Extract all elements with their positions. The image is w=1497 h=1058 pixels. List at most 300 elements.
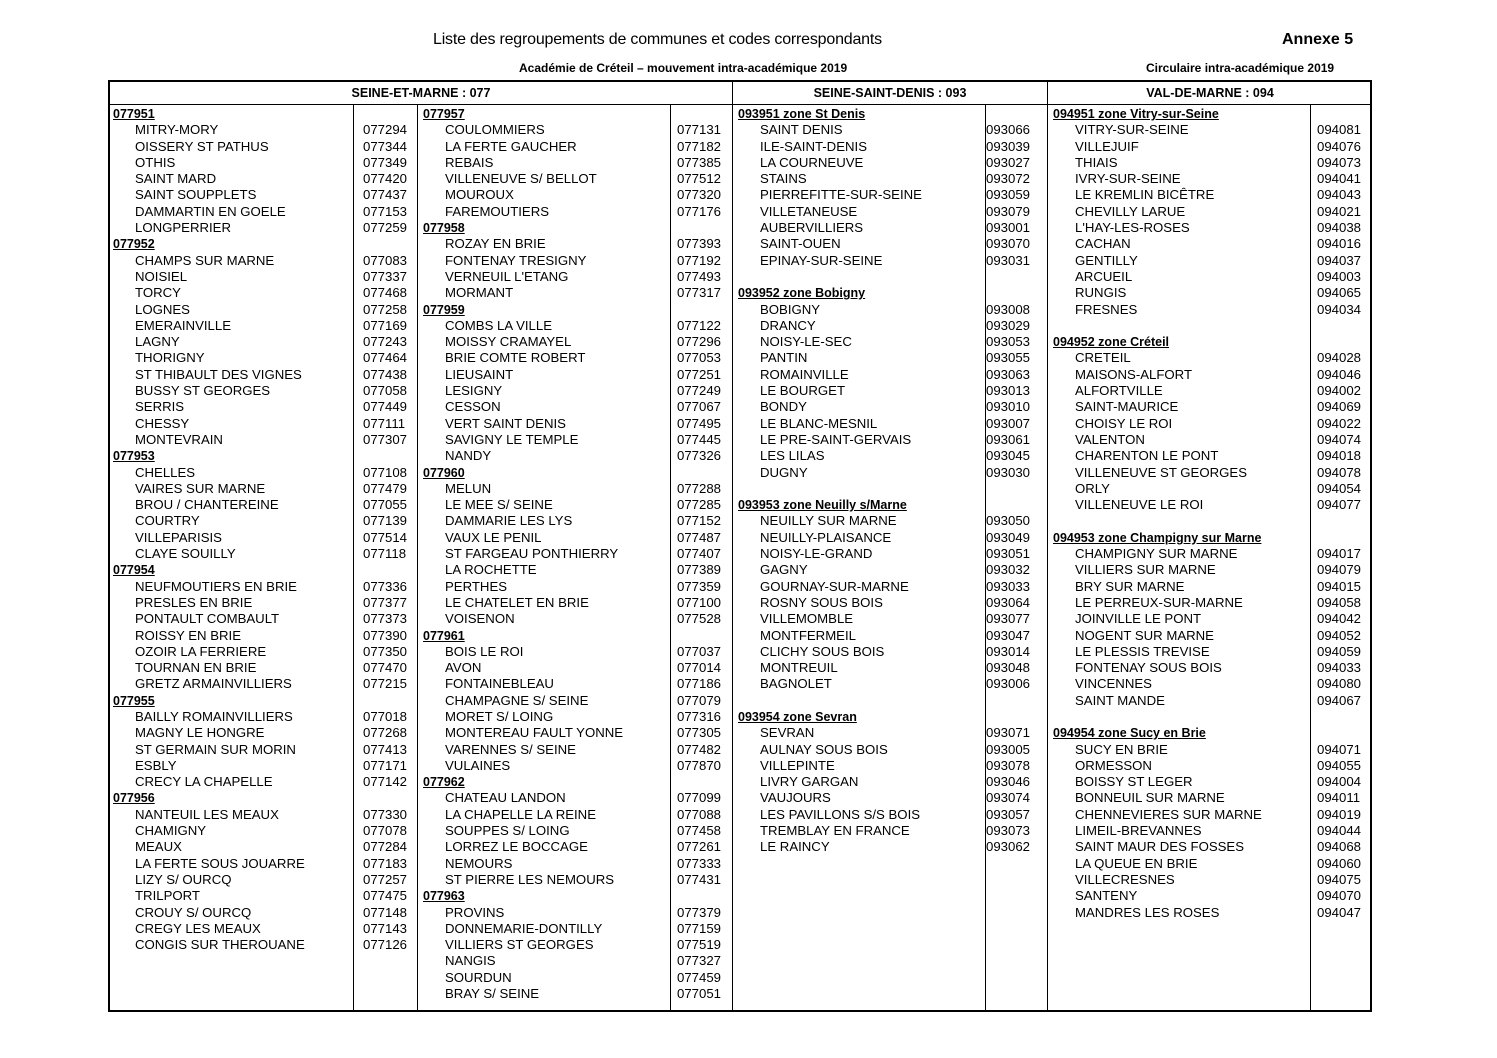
commune-row: [113, 513, 413, 529]
commune-row: [113, 725, 413, 741]
commune-name: FONTAINEBLEAU: [445, 676, 554, 692]
commune-code: 094016: [1317, 236, 1362, 252]
commune-name: ARCUEIL: [1075, 268, 1133, 284]
spacer: [1053, 513, 1371, 529]
commune-row: [738, 530, 1038, 546]
commune-row: [738, 367, 1038, 383]
commune-name: SAINT-OUEN: [760, 236, 841, 252]
commune-code: 094046: [1317, 366, 1362, 382]
commune-row: [1053, 302, 1371, 318]
commune-row: [738, 758, 1038, 774]
commune-name: GOURNAY-SUR-MARNE: [760, 578, 909, 594]
commune-row: [423, 318, 723, 334]
divider: [732, 82, 733, 1010]
commune-name: LE RAINCY: [760, 839, 830, 855]
commune-name: ESBLY: [135, 757, 177, 773]
commune-name: LESIGNY: [445, 383, 503, 399]
commune-row: [423, 562, 723, 578]
commune-row: [113, 530, 413, 546]
commune-name: SANTENY: [1075, 888, 1138, 904]
commune-code: 077330: [363, 806, 408, 822]
commune-name: OZOIR LA FERRIERE: [135, 643, 267, 659]
commune-row: [1053, 676, 1371, 692]
commune-code: 077067: [677, 399, 722, 415]
commune-name: BONNEUIL SUR MARNE: [1075, 790, 1225, 806]
commune-row: [423, 725, 723, 741]
commune-code: 094081: [1317, 122, 1362, 138]
commune-name: CHATEAU LANDON: [445, 790, 566, 806]
commune-row: [113, 334, 413, 350]
commune-code: 077285: [677, 497, 722, 513]
commune-name: THORIGNY: [135, 350, 205, 366]
commune-code: 077139: [363, 513, 408, 529]
commune-code: 093014: [986, 643, 1031, 659]
commune-code: 077870: [677, 757, 722, 773]
commune-row: [738, 660, 1038, 676]
commune-row: [113, 432, 413, 448]
commune-row: [1053, 856, 1371, 872]
commune-name: SAVIGNY LE TEMPLE: [445, 431, 579, 447]
commune-name: BROU / CHANTEREINE: [135, 497, 279, 513]
commune-code: 077349: [363, 154, 408, 170]
commune-code: 077495: [677, 415, 722, 431]
commune-code: 093046: [986, 774, 1031, 790]
commune-name: PANTIN: [760, 350, 808, 366]
commune-code: 077482: [677, 741, 722, 757]
commune-name: CHAMPIGNY SUR MARNE: [1075, 546, 1238, 562]
commune-row: [1053, 595, 1371, 611]
commune-code: 077305: [677, 725, 722, 741]
commune-code: 077458: [677, 823, 722, 839]
group-heading: 093951 zone St Denis: [738, 107, 866, 121]
commune-name: CACHAN: [1075, 236, 1131, 252]
commune-row: [423, 660, 723, 676]
commune-name: MANDRES LES ROSES: [1075, 904, 1220, 920]
commune-row: [1053, 546, 1371, 562]
commune-name: ROMAINVILLE: [760, 366, 849, 382]
commune-row: [113, 856, 413, 872]
commune-name: FONTENAY TRESIGNY: [445, 252, 587, 268]
commune-code: 094070: [1317, 888, 1362, 904]
commune-row: [1053, 285, 1371, 301]
commune-name: ST PIERRE LES NEMOURS: [445, 871, 615, 887]
commune-row: [738, 139, 1038, 155]
commune-code: 077307: [363, 431, 408, 447]
commune-name: VOISENON: [445, 611, 515, 627]
commune-name: EMERAINVILLE: [135, 317, 232, 333]
commune-name: SOUPPES S/ LOING: [445, 823, 570, 839]
commune-row: [738, 155, 1038, 171]
commune-code: 093062: [986, 839, 1031, 855]
commune-code: 077493: [677, 268, 722, 284]
commune-row: [423, 367, 723, 383]
commune-row: [1053, 611, 1371, 627]
commune-row: [423, 432, 723, 448]
commune-name: STAINS: [760, 171, 807, 187]
commune-row: [423, 497, 723, 513]
commune-code: 093066: [986, 122, 1031, 138]
commune-row: [738, 187, 1038, 203]
commune-code: 077317: [677, 285, 722, 301]
commune-row: [423, 416, 723, 432]
commune-code: 093064: [986, 594, 1031, 610]
commune-code: 093005: [986, 741, 1031, 757]
commune-name: NOISY-LE-GRAND: [760, 546, 873, 562]
commune-name: LA COURNEUVE: [760, 154, 864, 170]
commune-name: LIEUSAINT: [445, 366, 514, 382]
commune-name: THIAIS: [1075, 154, 1118, 170]
commune-code: 077148: [363, 904, 408, 920]
commune-name: CLICHY SOUS BOIS: [760, 643, 885, 659]
commune-row: [1053, 790, 1371, 806]
commune-row: [1053, 628, 1371, 644]
commune-name: COULOMMIERS: [445, 122, 545, 138]
group-heading: 077954: [113, 563, 155, 578]
commune-name: NANTEUIL LES MEAUX: [135, 806, 279, 822]
commune-name: BAILLY ROMAINVILLIERS: [135, 708, 293, 724]
commune-row: [738, 839, 1038, 855]
commune-code: 093033: [986, 578, 1031, 594]
commune-code: 077192: [677, 252, 722, 268]
commune-row: [738, 318, 1038, 334]
commune-code: 094019: [1317, 806, 1362, 822]
commune-code: 077514: [363, 529, 408, 545]
commune-code: 077176: [677, 203, 722, 219]
commune-name: COMBS LA VILLE: [445, 317, 553, 333]
commune-row: [1053, 905, 1371, 921]
commune-code: 093078: [986, 757, 1031, 773]
commune-code: 077182: [677, 138, 722, 154]
commune-name: VAUX LE PENIL: [445, 529, 542, 545]
commune-code: 077088: [677, 806, 722, 822]
commune-row: [423, 481, 723, 497]
commune-code: 077051: [677, 986, 722, 1002]
commune-name: LAGNY: [135, 334, 180, 350]
commune-name: REBAIS: [445, 154, 494, 170]
commune-code: 093030: [986, 464, 1031, 480]
commune-name: CHESSY: [135, 415, 190, 431]
commune-code: 093055: [986, 350, 1031, 366]
group-heading: 077962: [423, 775, 465, 790]
commune-row: [113, 611, 413, 627]
commune-code: 077284: [363, 839, 408, 855]
commune-code: 094022: [1317, 415, 1362, 431]
commune-name: VILLENEUVE S/ BELLOT: [445, 171, 597, 187]
commune-row: [423, 856, 723, 872]
commune-name: CRECY LA CHAPELLE: [135, 774, 273, 790]
commune-row: [113, 139, 413, 155]
commune-name: MONTEREAU FAULT YONNE: [445, 725, 624, 741]
commune-name: BOBIGNY: [760, 301, 821, 317]
commune-row: [1053, 497, 1371, 513]
commune-name: VAIRES SUR MARNE: [135, 480, 266, 496]
commune-name: BAGNOLET: [760, 676, 832, 692]
commune-row: [738, 253, 1038, 269]
commune-name: FRESNES: [1075, 301, 1138, 317]
commune-code: 077445: [677, 431, 722, 447]
commune-row: [113, 187, 413, 203]
column-077-a: [113, 106, 413, 953]
commune-code: 093061: [986, 431, 1031, 447]
commune-code: 094071: [1317, 741, 1362, 757]
commune-name: LONGPERRIER: [135, 220, 231, 236]
commune-row: [1053, 660, 1371, 676]
commune-code: 093008: [986, 301, 1031, 317]
commune-row: [738, 350, 1038, 366]
group-heading: 093952 zone Bobigny: [738, 286, 866, 301]
header-val-de-marne: VAL-DE-MARNE : 094: [1146, 86, 1274, 100]
commune-name: ST FARGEAU PONTHIERRY: [445, 546, 619, 562]
commune-code: 077326: [677, 448, 722, 464]
commune-row: [1053, 220, 1371, 236]
commune-code: 077413: [363, 741, 408, 757]
commune-name: BRY SUR MARNE: [1075, 578, 1185, 594]
commune-row: [738, 823, 1038, 839]
commune-code: 077100: [677, 594, 722, 610]
commune-row: [113, 204, 413, 220]
commune-code: 077288: [677, 480, 722, 496]
commune-row: [1053, 823, 1371, 839]
commune-row: [423, 905, 723, 921]
commune-code: 077350: [363, 643, 408, 659]
divider: [1047, 82, 1048, 1010]
commune-row: [423, 155, 723, 171]
commune-code: 077037: [677, 643, 722, 659]
commune-row: [1053, 416, 1371, 432]
commune-code: 077131: [677, 122, 722, 138]
commune-code: 093071: [986, 725, 1031, 741]
commune-code: 094077: [1317, 497, 1362, 513]
commune-code: 093027: [986, 154, 1031, 170]
subtitle-right: Circulaire intra-académique 2019: [1146, 61, 1335, 75]
commune-code: 094021: [1317, 203, 1362, 219]
commune-row: [1053, 350, 1371, 366]
commune-code: 077083: [363, 252, 408, 268]
commune-row: [738, 611, 1038, 627]
commune-row: [423, 595, 723, 611]
commune-row: [113, 758, 413, 774]
commune-code: 094054: [1317, 480, 1362, 496]
commune-code: 077373: [363, 611, 408, 627]
commune-row: [423, 758, 723, 774]
commune-row: [1053, 139, 1371, 155]
commune-row: [113, 937, 413, 953]
commune-row: [738, 302, 1038, 318]
commune-row: [738, 416, 1038, 432]
commune-row: [738, 725, 1038, 741]
commune-row: [1053, 269, 1371, 285]
commune-name: CHAMPAGNE S/ SEINE: [445, 692, 589, 708]
commune-code: 077459: [677, 969, 722, 985]
commune-name: BRAY S/ SEINE: [445, 986, 540, 1002]
group-heading: 094951 zone Vitry-sur-Seine: [1053, 107, 1219, 121]
commune-row: [423, 448, 723, 464]
commune-name: CHOISY LE ROI: [1075, 415, 1173, 431]
commune-row: [113, 318, 413, 334]
commune-code: 094075: [1317, 871, 1362, 887]
commune-row: [1053, 644, 1371, 660]
spacer: [738, 481, 1038, 497]
commune-name: SAINT DENIS: [760, 122, 843, 138]
commune-name: SAINT MARD: [135, 171, 217, 187]
commune-name: TREMBLAY EN FRANCE: [760, 823, 910, 839]
commune-row: [423, 709, 723, 725]
commune-row: [113, 416, 413, 432]
commune-row: [423, 334, 723, 350]
column-077-b: [423, 106, 723, 1002]
commune-name: RUNGIS: [1075, 285, 1127, 301]
commune-code: 077099: [677, 790, 722, 806]
commune-row: [113, 285, 413, 301]
commune-name: ST THIBAULT DES VIGNES: [135, 366, 302, 382]
commune-code: 077159: [677, 920, 722, 936]
commune-row: [113, 905, 413, 921]
commune-code: 093029: [986, 317, 1031, 333]
commune-name: LE CHATELET EN BRIE: [445, 594, 589, 610]
commune-name: MAGNY LE HONGRE: [135, 725, 265, 741]
commune-name: MITRY-MORY: [135, 122, 219, 138]
commune-row: [738, 790, 1038, 806]
commune-code: 077171: [363, 757, 408, 773]
commune-name: L'HAY-LES-ROSES: [1075, 220, 1190, 236]
commune-row: [738, 236, 1038, 252]
commune-name: NANDY: [445, 448, 492, 464]
commune-row: [113, 122, 413, 138]
commune-code: 093059: [986, 187, 1031, 203]
commune-code: 093045: [986, 448, 1031, 464]
commune-row: [423, 204, 723, 220]
commune-row: [738, 432, 1038, 448]
commune-row: [738, 383, 1038, 399]
group-heading: 093953 zone Neuilly s/Marne: [738, 498, 907, 513]
commune-row: [423, 236, 723, 252]
commune-code: 077393: [677, 236, 722, 252]
group-heading: 094952 zone Créteil: [1053, 335, 1170, 350]
commune-name: FAREMOUTIERS: [445, 203, 550, 219]
column-093: [738, 106, 1038, 856]
commune-row: [113, 742, 413, 758]
commune-row: [423, 399, 723, 415]
commune-name: VILLENEUVE ST GEORGES: [1075, 464, 1247, 480]
commune-row: [1053, 253, 1371, 269]
commune-name: LE BLANC-MESNIL: [760, 415, 878, 431]
commune-name: LA ROCHETTE: [445, 562, 537, 578]
commune-code: 077528: [677, 611, 722, 627]
commune-code: 077215: [363, 676, 408, 692]
commune-name: MONTEVRAIN: [135, 431, 223, 447]
commune-name: LE PERREUX-SUR-MARNE: [1075, 594, 1243, 610]
commune-code: 094052: [1317, 627, 1362, 643]
commune-row: [423, 122, 723, 138]
commune-name: CHAMIGNY: [135, 823, 207, 839]
commune-row: [113, 481, 413, 497]
commune-row: [113, 579, 413, 595]
commune-name: MAISONS-ALFORT: [1075, 366, 1192, 382]
commune-name: GENTILLY: [1075, 252, 1138, 268]
commune-row: [1053, 171, 1371, 187]
commune-code: 094004: [1317, 774, 1362, 790]
commune-code: 077385: [677, 154, 722, 170]
commune-code: 077333: [677, 855, 722, 871]
commune-code: 077058: [363, 383, 408, 399]
commune-name: VILLIERS SUR MARNE: [1075, 562, 1216, 578]
commune-name: ROSNY SOUS BOIS: [760, 594, 883, 610]
commune-code: 077438: [363, 366, 408, 382]
group-heading: 077957: [423, 107, 465, 121]
commune-name: DRANCY: [760, 317, 816, 333]
commune-name: LA QUEUE EN BRIE: [1075, 855, 1198, 871]
commune-name: VILLETANEUSE: [760, 203, 858, 219]
commune-code: 093051: [986, 546, 1031, 562]
commune-code: 094058: [1317, 594, 1362, 610]
commune-row: [738, 628, 1038, 644]
commune-code: 094034: [1317, 301, 1362, 317]
commune-code: 093079: [986, 203, 1031, 219]
commune-row: [1053, 758, 1371, 774]
commune-name: IVRY-SUR-SEINE: [1075, 171, 1181, 187]
commune-row: [738, 676, 1038, 692]
commune-code: 094078: [1317, 464, 1362, 480]
commune-code: 094069: [1317, 399, 1362, 415]
commune-code: 093053: [986, 334, 1031, 350]
commune-code: 077437: [363, 187, 408, 203]
commune-row: [423, 953, 723, 969]
commune-code: 077055: [363, 497, 408, 513]
commune-row: [738, 774, 1038, 790]
page-title: Liste des regroupements de communes et codes correspondants: [433, 31, 882, 48]
commune-code: 093074: [986, 790, 1031, 806]
commune-code: 077118: [363, 546, 407, 562]
commune-code: 077379: [677, 904, 722, 920]
commune-row: [1053, 888, 1371, 904]
commune-code: 094076: [1317, 138, 1362, 154]
commune-name: CREGY LES MEAUX: [135, 920, 261, 936]
group-heading: 077959: [423, 302, 465, 317]
commune-name: NANGIS: [445, 953, 496, 969]
commune-name: VERT SAINT DENIS: [445, 415, 566, 431]
commune-name: NEUILLY-PLAISANCE: [760, 529, 892, 545]
commune-row: [738, 546, 1038, 562]
commune-row: [1053, 562, 1371, 578]
commune-code: 077169: [363, 317, 408, 333]
commune-code: 077407: [677, 546, 722, 562]
commune-code: 094044: [1317, 823, 1362, 839]
commune-row: [1053, 693, 1371, 709]
commune-row: [423, 513, 723, 529]
commune-row: [113, 709, 413, 725]
commune-name: LORREZ LE BOCCAGE: [445, 839, 588, 855]
group-heading: 077951: [113, 107, 155, 121]
commune-name: AVON: [445, 660, 482, 676]
commune-code: 077327: [677, 953, 722, 969]
commune-code: 077487: [677, 529, 722, 545]
commune-row: [1053, 839, 1371, 855]
commune-name: MEAUX: [135, 839, 182, 855]
commune-row: [423, 970, 723, 986]
commune-name: FONTENAY SOUS BOIS: [1075, 660, 1222, 676]
commune-name: AULNAY SOUS BOIS: [760, 741, 888, 757]
commune-name: VINCENNES: [1075, 676, 1152, 692]
commune-code: 077320: [677, 187, 722, 203]
commune-row: [738, 334, 1038, 350]
commune-row: [1053, 236, 1371, 252]
commune-code: 093073: [986, 823, 1031, 839]
commune-name: VAUJOURS: [760, 790, 831, 806]
commune-code: 094037: [1317, 252, 1362, 268]
commune-name: VALENTON: [1075, 431, 1145, 447]
spacer: [1053, 318, 1371, 334]
commune-name: LIZY S/ OURCQ: [135, 871, 232, 887]
